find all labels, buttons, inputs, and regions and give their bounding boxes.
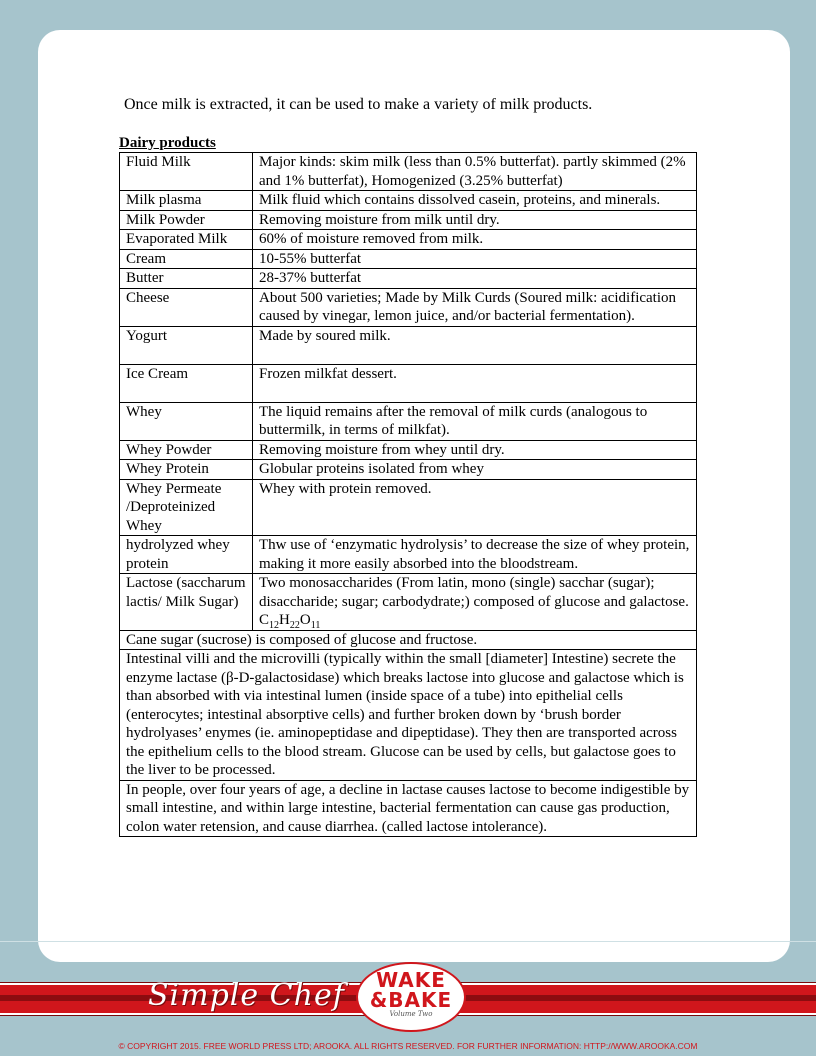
table-row (120, 269, 697, 289)
definition-cell: 28-37% butterfat (253, 269, 697, 289)
term-cell: Cheese (120, 288, 253, 326)
copyright-notice: © COPYRIGHT 2015. FREE WORLD PRESS LTD; AROOKA. ALL RIGHTS RESERVED. FOR FURTHER INFORMATION: HTTP://WWW.AROOKA.COM (118, 1041, 698, 1051)
intro-text: Once milk is extracted, it can be used to make a variety of milk products. (124, 96, 593, 113)
lactose-definition: Two monosaccharides (From latin, mono (single) sacchar (sugar); disaccharide; sugar; carbodydrate;) composed of glucose and galactose. (259, 575, 689, 610)
definition-cell: 60% of moisture removed from milk. (253, 230, 697, 250)
term-cell: Yogurt (120, 326, 253, 364)
table-row (120, 479, 697, 536)
term-cell: Cream (120, 249, 253, 269)
logo-volume-text: Volume Two (389, 1010, 433, 1018)
term-cell: Lactose (saccharum lactis/ Milk Sugar) (120, 574, 253, 631)
term-cell: Evaporated Milk (120, 230, 253, 250)
term-cell: Butter (120, 269, 253, 289)
logo-bake-text: &BAKE (369, 988, 453, 1012)
table-row (120, 630, 697, 650)
term-cell: Whey Powder (120, 440, 253, 460)
definition-cell: Milk fluid which contains dissolved casein, proteins, and minerals. (253, 191, 697, 211)
lactose-formula: $C_{12}H_{22}O_{11}$ (259, 612, 321, 631)
table-row (120, 249, 697, 269)
wake-and-bake-logo (356, 962, 466, 1032)
table-row (120, 780, 697, 837)
term-cell: hydrolyzed whey protein (120, 536, 253, 574)
term-cell: Whey (120, 402, 253, 440)
term-cell: Milk plasma (120, 191, 253, 211)
definition-cell: Removing moisture from milk until dry. (253, 210, 697, 230)
full-width-cell: In people, over four years of age, a decline in lactase causes lactose to become indigestible by small intestine, and within large intestine, bacterial fermentation can cause gas production, colon water retension, and cause diarrhea. (called lactose intolerance). (120, 780, 697, 837)
page-divider (0, 941, 816, 942)
table-row (120, 460, 697, 480)
logo-wake-text: WAKE (376, 968, 446, 992)
simple-chef-logo: Simple Chef (148, 978, 345, 1013)
term-cell: Ice Cream (120, 364, 253, 402)
table-row (120, 326, 697, 364)
term-cell: Milk Powder (120, 210, 253, 230)
term-cell: Fluid Milk (120, 153, 253, 191)
term-cell: Whey Permeate /Deproteinized Whey (120, 479, 253, 536)
full-width-cell: Intestinal villi and the microvilli (typically within the small [diameter] Intestine) secrete the enzyme lactase (β-D-galactosidase) which breaks lactose into glucose and galactose which is than absorbed with via intestinal lumen (inside space of a tube) into epithelial cells (enterocytes; intestinal absorptive cells) and further broken down by ‘brush border hydrolyases’ enymes (ie. aminopeptidase and dipeptidase). They then are transported across the epithelium cells to the blood stream. Glucose can be used by cells, but galactose goes to the liver to be processed. (120, 650, 697, 781)
definition-cell: Globular proteins isolated from whey (253, 460, 697, 480)
table-row (120, 402, 697, 440)
definition-cell (253, 574, 697, 631)
table-row (120, 191, 697, 211)
definition-cell: Thw use of ‘enzymatic hydrolysis’ to decrease the size of whey protein, making it more easily absorbed into the bloodstream. (253, 536, 697, 574)
table-row (120, 650, 697, 781)
dairy-products-table (119, 152, 697, 837)
term-cell: Whey Protein (120, 460, 253, 480)
table-row (120, 288, 697, 326)
table-row (120, 210, 697, 230)
definition-cell: 10-55% butterfat (253, 249, 697, 269)
definition-cell: About 500 varieties; Made by Milk Curds (Soured milk: acidification caused by vinegar, lemon juice, and/or bacterial fermentation). (253, 288, 697, 326)
definition-cell: Major kinds: skim milk (less than 0.5% butterfat). partly skimmed (2% and 1% butterfat), Homogenized (3.25% butterfat) (253, 153, 697, 191)
definition-cell: Frozen milkfat dessert. (253, 364, 697, 402)
section-title: Dairy products (119, 135, 216, 151)
definition-cell: Whey with protein removed. (253, 479, 697, 536)
table-row (120, 536, 697, 574)
table-row (120, 153, 697, 191)
definition-cell: Removing moisture from whey until dry. (253, 440, 697, 460)
table-row (120, 364, 697, 402)
table-row (120, 230, 697, 250)
table-row (120, 574, 697, 631)
table-row (120, 440, 697, 460)
definition-cell: The liquid remains after the removal of milk curds (analogous to buttermilk, in terms of milkfat). (253, 402, 697, 440)
full-width-cell: Cane sugar (sucrose) is composed of glucose and fructose. (120, 630, 697, 650)
definition-cell: Made by soured milk. (253, 326, 697, 364)
